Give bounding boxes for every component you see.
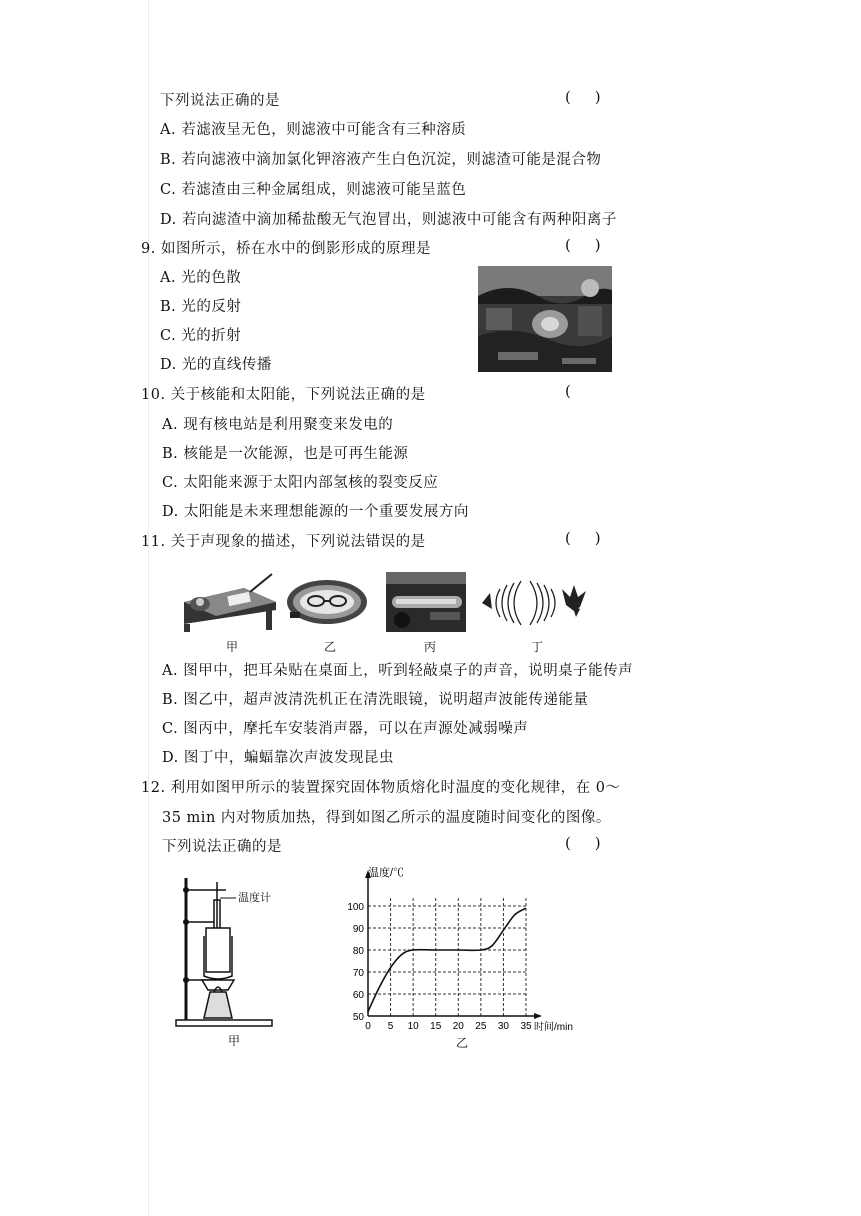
x-tick-label: 30 <box>497 1021 509 1032</box>
bridge-reflection-photo <box>478 266 612 372</box>
temperature-time-chart <box>338 862 573 1048</box>
y-axis-label: 温度/℃ <box>368 867 405 879</box>
x-tick-label: 0 <box>365 1021 371 1032</box>
q10-stem: 10. 关于核能和太阳能，下列说法正确的是 <box>141 387 426 403</box>
y-tick-label: 100 <box>347 902 364 913</box>
x-tick-label: 5 <box>387 1021 394 1032</box>
q10-option-c: C. 太阳能来源于太阳内部氢核的裂变反应 <box>162 475 439 491</box>
x-tick-label: 35 <box>520 1021 532 1032</box>
temperature-curve <box>368 908 526 1011</box>
q12-stem-line-3: 下列说法正确的是 <box>162 839 282 855</box>
bat-echolocation-figure <box>480 575 590 630</box>
figure-caption-yi: 乙 <box>324 640 337 654</box>
q12-stem-line-1: 12. 利用如图甲所示的装置探究固体物质熔化时温度的变化规律，在 0～ <box>141 780 621 796</box>
y-tick-label: 80 <box>352 946 364 957</box>
y-tick-label: 50 <box>352 1012 364 1023</box>
q11-option-b: B. 图乙中，超声波清洗机正在清洗眼镜，说明超声波能传递能量 <box>162 692 589 708</box>
figure-caption-bing: 丙 <box>424 640 437 654</box>
figure-caption-jia: 甲 <box>226 640 239 654</box>
q8-answer-paren: ( ) <box>565 88 601 106</box>
ultrasonic-cleaner-figure <box>284 576 370 628</box>
q8-option-b: B. 若向滤液中滴加氯化钾溶液产生白色沉淀，则滤渣可能是混合物 <box>160 152 602 168</box>
x-axis-label: 时间/min <box>534 1022 573 1033</box>
x-axis-arrow <box>534 1013 542 1019</box>
q11-option-c: C. 图丙中，摩托车安装消声器，可以在声源处减弱噪声 <box>162 721 529 737</box>
q11-option-a: A. 图甲中，把耳朵贴在桌面上，听到轻敲桌子的声音，说明桌子能传声 <box>162 663 634 679</box>
x-tick-label: 10 <box>407 1021 419 1032</box>
y-tick-label: 70 <box>352 968 364 979</box>
q10-option-b: B. 核能是一次能源，也是可再生能源 <box>162 446 409 462</box>
motorcycle-muffler-figure <box>386 572 466 632</box>
q11-answer-paren: ( ) <box>565 529 601 547</box>
q11-option-d: D. 图丁中，蝙蝠靠次声波发现昆虫 <box>162 750 394 766</box>
q11-stem: 11. 关于声现象的描述，下列说法错误的是 <box>141 534 426 550</box>
thermometer-label: 温度计 <box>238 891 271 904</box>
q9-answer-paren: ( ) <box>565 236 601 254</box>
x-tick-label: 15 <box>430 1021 442 1032</box>
q9-option-d: D. 光的直线传播 <box>160 357 272 373</box>
q9-option-b: B. 光的反射 <box>160 299 242 315</box>
q10-option-d: D. 太阳能是未来理想能源的一个重要发展方向 <box>162 504 469 520</box>
x-tick-label: 25 <box>475 1021 487 1032</box>
q9-stem: 9. 如图所示，桥在水中的倒影形成的原理是 <box>141 241 431 257</box>
q8-option-c: C. 若滤渣由三种金属组成，则滤液可能呈蓝色 <box>160 182 467 198</box>
figure-caption-ding: 丁 <box>531 640 544 654</box>
q10-answer-paren: ( <box>565 382 595 400</box>
figure-caption-apparatus: 甲 <box>228 1034 241 1048</box>
y-tick-label: 60 <box>352 990 364 1001</box>
q12-stem-line-2: 35 min 内对物质加热，得到如图乙所示的温度随时间变化的图像。 <box>162 810 611 826</box>
x-tick-label: 20 <box>452 1021 464 1032</box>
q9-option-c: C. 光的折射 <box>160 328 242 344</box>
page-edge <box>148 0 149 1216</box>
q8-stem: 下列说法正确的是 <box>160 93 280 109</box>
q12-answer-paren: ( ) <box>565 834 601 852</box>
desk-ear-figure <box>180 572 280 632</box>
q10-option-a: A. 现有核电站是利用聚变来发电的 <box>162 417 394 433</box>
q8-option-d: D. 若向滤渣中滴加稀盐酸无气泡冒出，则滤液中可能含有两种阳离子 <box>160 212 617 228</box>
q8-option-a: A. 若滤液呈无色，则滤液中可能含有三种溶质 <box>160 122 467 138</box>
y-tick-label: 90 <box>352 924 364 935</box>
q9-option-a: A. 光的色散 <box>160 270 242 286</box>
figure-caption-chart: 乙 <box>456 1036 469 1050</box>
